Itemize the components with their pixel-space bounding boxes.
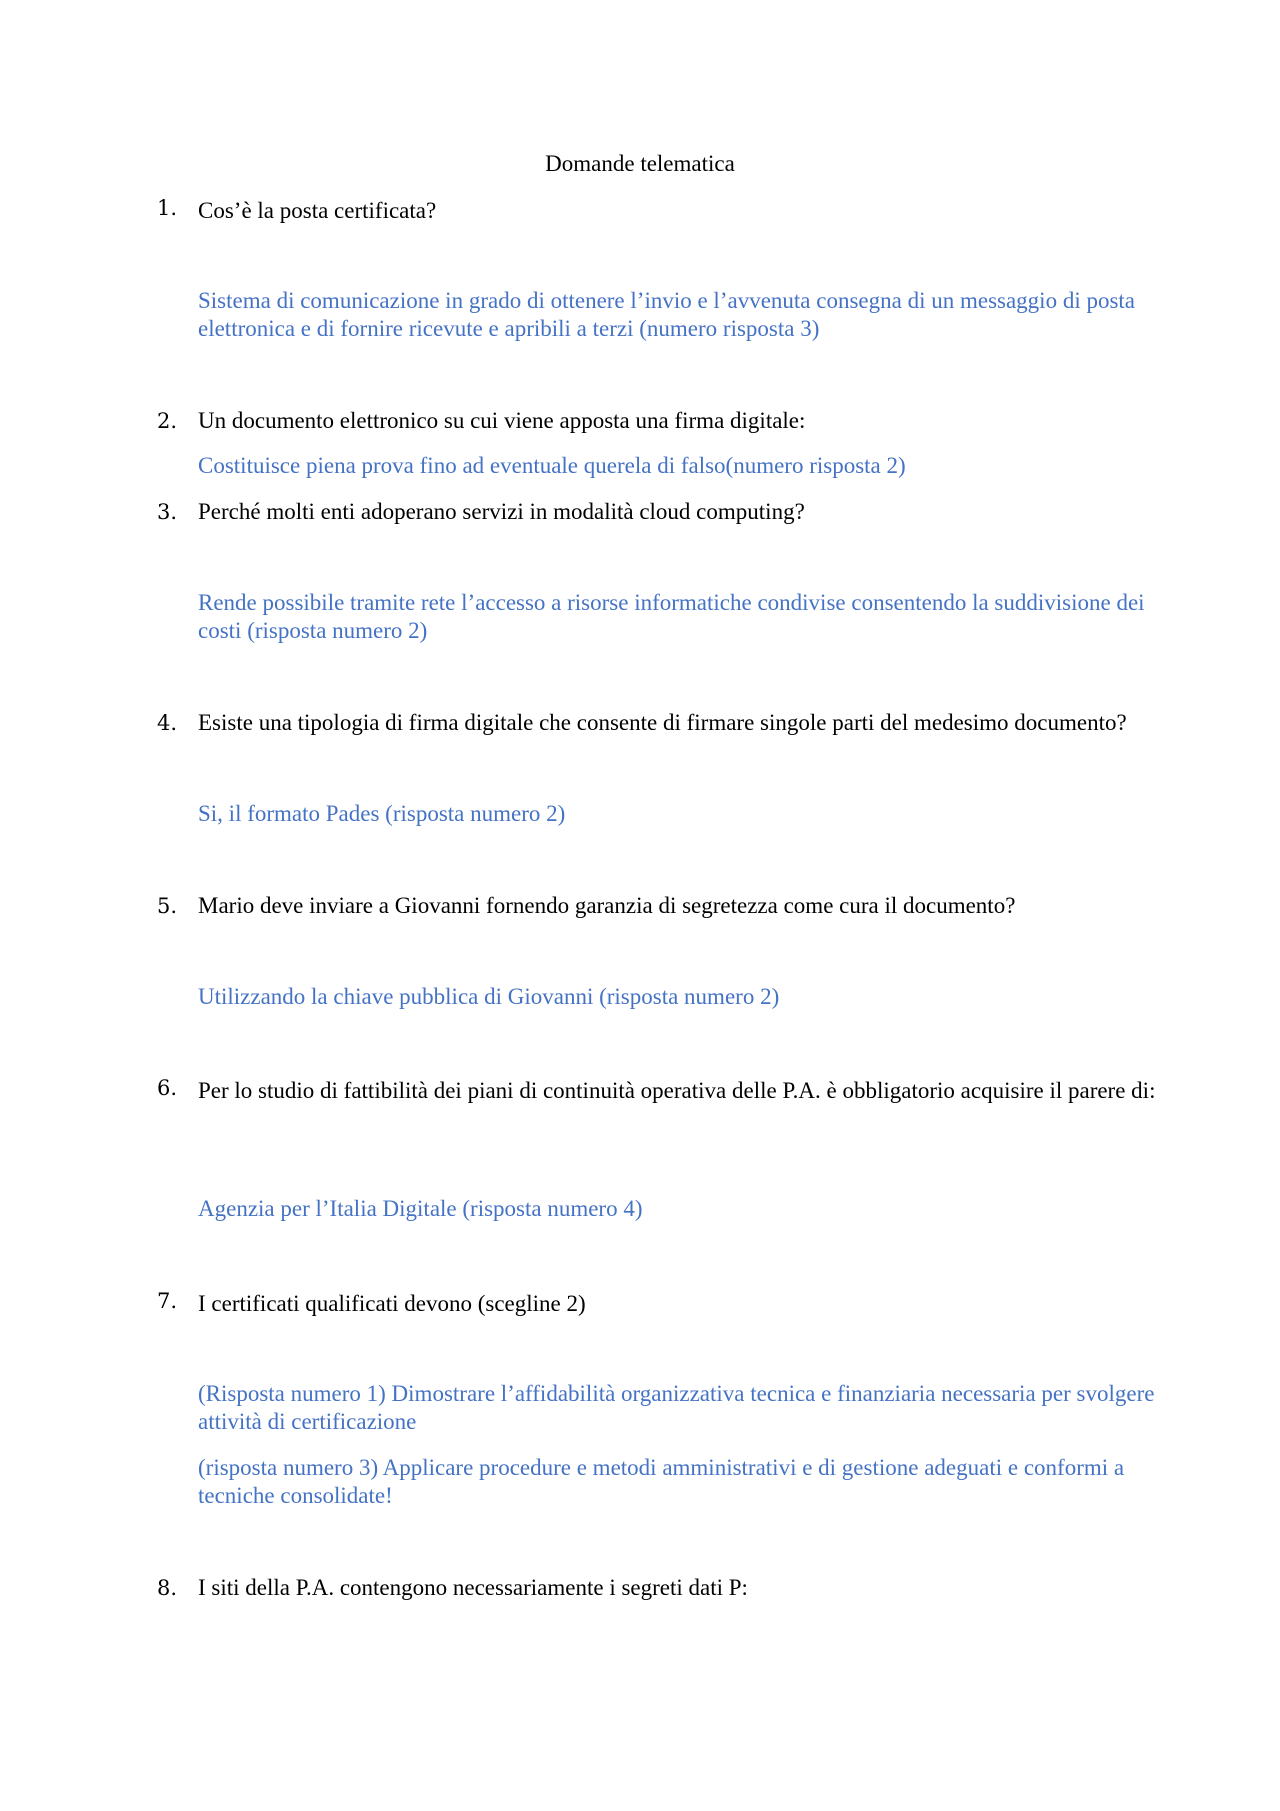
answer-6: Agenzia per l’Italia Digitale (risposta numero 4): [198, 1196, 643, 1221]
question-3-text: Perché molti enti adoperano servizi in modalità cloud computing?: [198, 499, 805, 524]
question-4-text: Esiste una tipologia di firma digitale che consente di firmare singole parti del medesimo documento?: [198, 710, 1127, 735]
question-3-number: 3.: [157, 500, 178, 524]
answer-7a: (Risposta numero 1) Dimostrare l’affidabilità organizzativa tecnica e finanziaria necessaria per svolgere attività di certificazione: [198, 1381, 1155, 1434]
question-2-text: Un documento elettronico su cui viene apposta una firma digitale:: [198, 408, 806, 433]
question-2-number: 2.: [157, 409, 178, 433]
question-6-number: 6.: [157, 1076, 178, 1100]
question-8-number: 8.: [157, 1576, 178, 1600]
answer-7b: (risposta numero 3) Applicare procedure e metodi amministrativi e di gestione adeguati e conformi a tecniche consolidate!: [198, 1455, 1125, 1508]
answer-3: Rende possibile tramite rete l’accesso a risorse informatiche condivise consentendo la suddivisione dei costi (risposta numero 2): [198, 590, 1145, 643]
answer-4: Si, il formato Pades (risposta numero 2): [198, 801, 566, 826]
question-6-text: Per lo studio di fattibilità dei piani di continuità operativa delle P.A. è obbligatorio acquisire il parere di:: [198, 1078, 1156, 1103]
question-1-text: Cos’è la posta certificata?: [198, 198, 437, 223]
question-5-text: Mario deve inviare a Giovanni fornendo garanzia di segretezza come cura il documento?: [198, 893, 1016, 918]
question-5-number: 5.: [157, 894, 178, 918]
question-7-number: 7.: [157, 1289, 178, 1313]
answer-1: Sistema di comunicazione in grado di ottenere l’invio e l’avvenuta consegna di un messaggio di posta elettronica e di fornire ricevute e apribili a terzi (numero risposta 3): [198, 288, 1136, 341]
answer-2: Costituisce piena prova fino ad eventuale querela di falso(numero risposta 2): [198, 453, 906, 478]
question-1-number: 1.: [157, 196, 178, 220]
question-8-text: I siti della P.A. contengono necessariamente i segreti dati P:: [198, 1575, 748, 1600]
question-4-number: 4.: [157, 711, 178, 735]
answer-5: Utilizzando la chiave pubblica di Giovanni (risposta numero 2): [198, 984, 780, 1009]
question-7-text: I certificati qualificati devono (scegline 2): [198, 1291, 586, 1316]
document-title: Domande telematica: [545, 151, 735, 176]
